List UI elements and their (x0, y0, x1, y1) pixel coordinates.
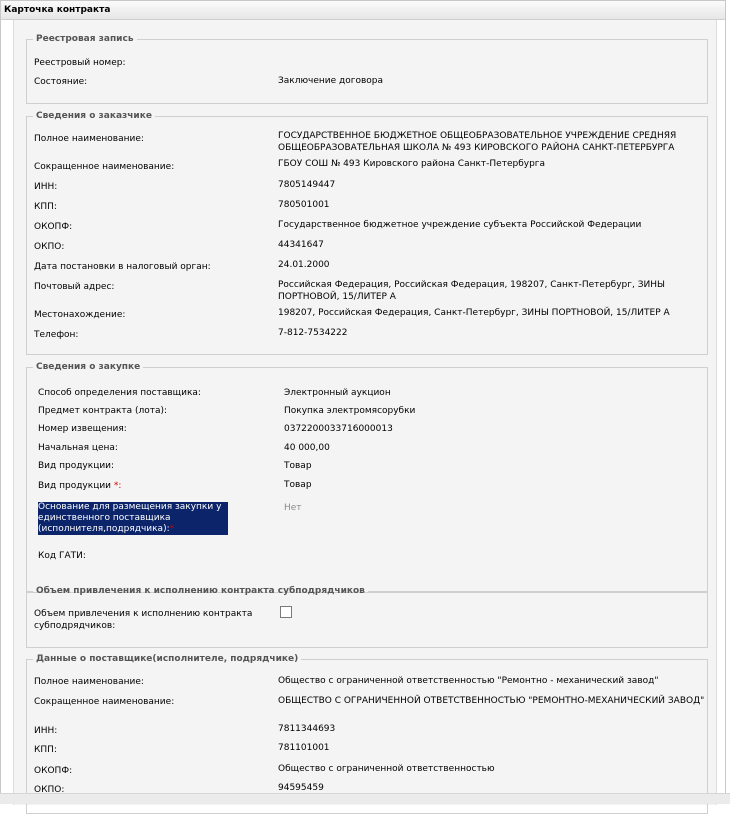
window-title: Карточка контракта (1, 1, 725, 20)
customer-legend: Сведения о заказчике (33, 111, 155, 121)
sole-supplier-basis-label (38, 502, 228, 535)
supplier-legend: Данные о поставщике(исполнителе, подрядчике) (33, 654, 301, 664)
sole-supplier-basis-text: Основание для размещения закупки у единственного поставщика (исполнителя,подрядчика): (38, 502, 221, 534)
customer-tax-date-value: 24.01.2000 (278, 259, 330, 271)
product-type-label-text: Вид продукции (38, 481, 111, 491)
supplier-okopf-label: ОКОПФ: (34, 765, 72, 777)
customer-okpo-label: ОКПО: (34, 241, 64, 253)
required-asterisk: *: (114, 481, 122, 491)
purchase-product-type-label: Вид продукции: (38, 460, 114, 472)
supplier-inn-label: ИНН: (34, 725, 57, 737)
supplier-short-name-value: ОБЩЕСТВО С ОГРАНИЧЕННОЙ ОТВЕТСТВЕННОСТЬЮ "РЕМОНТНО-МЕХАНИЧЕСКИЙ ЗАВОД" (278, 695, 706, 707)
contract-card-content (13, 20, 717, 805)
customer-kpp-value: 780501001 (278, 199, 330, 211)
supplier-short-name-label: Сокращенное наименование: (34, 696, 174, 708)
customer-location-label: Местонахождение: (34, 309, 125, 321)
customer-tax-date-label: Дата постановки в налоговый орган: (34, 261, 211, 273)
purchase-product-type-value: Товар (284, 460, 312, 472)
supplier-okpo-value: 94595459 (278, 782, 324, 794)
purchase-notice-number-label: Номер извещения: (38, 423, 127, 435)
customer-okopf-label: ОКОПФ: (34, 221, 72, 233)
horizontal-scrollbar[interactable] (0, 793, 730, 804)
customer-short-name-label: Сокращенное наименование: (34, 161, 174, 173)
customer-okpo-value: 44341647 (278, 239, 324, 251)
supplier-okpo-label: ОКПО: (34, 784, 64, 796)
subcontract-label: Объем привлечения к исполнению контракта субподрядчиков: (34, 608, 270, 632)
purchase-product-type-required-value: Товар (284, 479, 312, 491)
registry-fieldset (26, 34, 708, 104)
purchase-initial-price-value: 40 000,00 (284, 442, 330, 454)
status-value: Заключение договора (278, 75, 702, 87)
customer-kpp-label: КПП: (34, 201, 57, 213)
customer-inn-value: 7805149447 (278, 179, 335, 191)
customer-full-name-value: ГОСУДАРСТВЕННОЕ БЮДЖЕТНОЕ ОБЩЕОБРАЗОВАТЕЛЬНОЕ УЧРЕЖДЕНИЕ СРЕДНЯЯ ОБЩЕОБРАЗОВАТЕЛЬНАЯ ШКОЛА № 493 КИРОВСКОГО РАЙОНА САНКТ-ПЕТЕРБУРГА (278, 130, 706, 154)
customer-full-name-label: Полное наименование: (34, 133, 144, 145)
supplier-inn-value: 7811344693 (278, 723, 335, 735)
subcontract-legend: Объем привлечения к исполнению контракта субподрядчиков (33, 586, 368, 596)
purchase-legend: Сведения о закупке (33, 362, 143, 372)
purchase-notice-number-value: 0372200033716000013 (284, 423, 393, 435)
purchase-method-value: Электронный аукцион (284, 387, 391, 399)
supplier-full-name-label: Полное наименование: (34, 676, 144, 688)
customer-phone-value: 7-812-7534222 (278, 327, 347, 339)
supplier-kpp-value: 781101001 (278, 742, 330, 754)
customer-short-name-value: ГБОУ СОШ № 493 Кировского района Санкт-Петербурга (278, 158, 706, 170)
purchase-method-label: Способ определения поставщика: (38, 387, 201, 399)
purchase-initial-price-label: Начальная цена: (38, 442, 118, 454)
required-asterisk: * (170, 524, 175, 534)
registry-legend: Реестровая запись (33, 34, 137, 44)
supplier-full-name-value: Общество с ограниченной ответственностью "Ремонтно - механический завод" (278, 675, 706, 687)
sole-supplier-basis-value: Нет (284, 502, 302, 514)
purchase-subject-label: Предмет контракта (лота): (38, 405, 167, 417)
customer-okopf-value: Государственное бюджетное учреждение субъекта Российской Федерации (278, 219, 706, 231)
customer-postal-address-value: Российская Федерация, Российская Федерация, 198207, Санкт-Петербург, ЗИНЫ ПОРТНОВОЙ, 15/ЛИТЕР А (278, 279, 678, 303)
gati-code-label: Код ГАТИ: (38, 550, 86, 562)
customer-location-value: 198207, Российская Федерация, Санкт-Петербург, ЗИНЫ ПОРТНОВОЙ, 15/ЛИТЕР А (278, 307, 706, 319)
customer-inn-label: ИНН: (34, 181, 57, 193)
supplier-okopf-value: Общество с ограниченной ответственностью (278, 763, 495, 775)
registry-number-label: Реестровый номер: (34, 57, 126, 69)
purchase-product-type-required-label (38, 480, 121, 492)
supplier-kpp-label: КПП: (34, 744, 57, 756)
customer-postal-address-label: Почтовый адрес: (34, 281, 114, 293)
subcontract-checkbox[interactable] (280, 606, 292, 618)
purchase-subject-value: Покупка электромясорубки (284, 405, 415, 417)
customer-phone-label: Телефон: (34, 329, 78, 341)
status-label: Состояние: (34, 76, 87, 88)
